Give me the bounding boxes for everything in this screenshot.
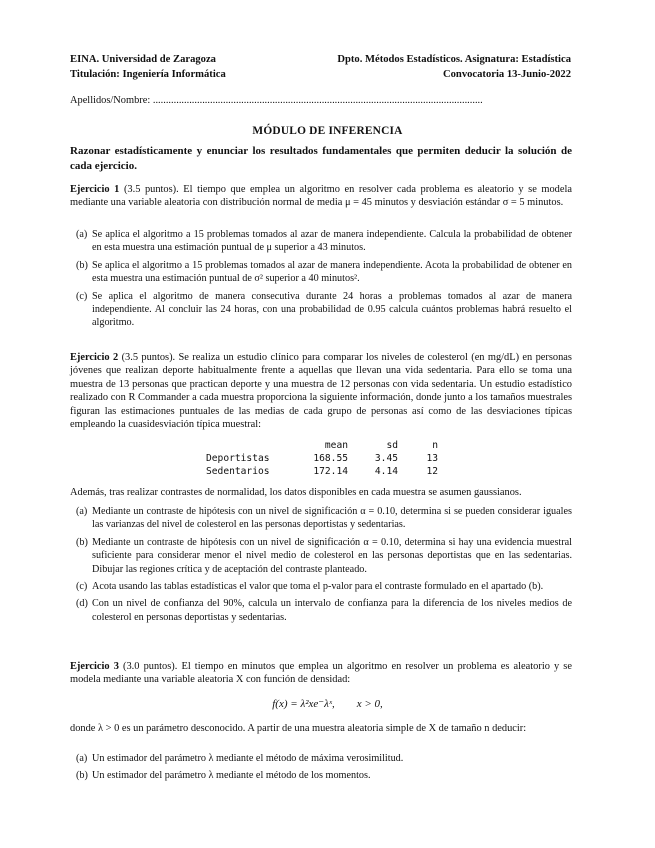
list-item: (a) Un estimador del parámetro λ mediante el método de máxima verosimilitud. [76,753,404,764]
instructions: Razonar estadísticamente y enunciar los resultados fundamentales que permiten deducir la solución de cada ejercicio. [70,145,572,172]
table-row: Deportistas 168.55 3.45 13 [206,453,438,464]
exam-date-line: Convocatoria 13-Junio-2022 [442,69,571,80]
cholesterol-summary-table [206,439,438,478]
normality-note: Además, tras realizar contrastes de normalidad, los datos disponibles en cada muestra se asumen gaussianos. [70,487,522,498]
exercise-2-statement [70,351,572,431]
exercise-1-items [70,228,572,334]
exercise-3-statement [70,660,572,687]
exercise-1-heading: Ejercicio 1 [70,184,120,195]
list-item: (a) Mediante un contraste de hipótesis con un nivel de significación α = 0.10, determina si se pueden considerar iguales las varianzas del nivel de colesterol en las personas deportistas y sedentarias. [76,506,572,531]
density-formula: f(x) = λ²xe⁻λˣ, x > 0, [272,698,383,710]
exercise-2-points: (3.5 puntos). [121,352,176,363]
name-field [70,95,572,106]
list-item: (c) Acota usando las tablas estadísticas el valor que toma el p-valor para el contraste formulado en el apartado (b). [76,581,544,593]
name-dots: ............................................................................................................................... [152,95,483,106]
exercise-1-points: (3.5 puntos). [123,184,179,195]
exercise-1-statement [70,183,572,210]
exercise-2-heading: Ejercicio 2 [70,352,119,363]
header-left [70,52,226,82]
list-item: (b) Un estimador del parámetro λ mediante el método de los momentos. [76,770,371,782]
module-title: MÓDULO DE INFERENCIA [252,125,403,137]
degree-line: Titulación: Ingeniería Informática [70,69,226,80]
name-label: Apellidos/Nombre: [70,95,151,106]
exercise-3-points: (3.0 puntos). [123,661,178,672]
department-line: Dpto. Métodos Estadísticos. Asignatura: Estadística [337,54,571,65]
exercise-3-items [70,752,572,787]
parameter-note: donde λ > 0 es un parámetro desconocido. A partir de una muestra aleatoria simple de X de tamaño n deducir: [70,723,527,734]
exercise-3-heading: Ejercicio 3 [70,661,119,672]
list-item: (b) Se aplica el algoritmo a 15 problemas tomados al azar de manera independiente. Acota la probabilidad de obtener en esta muestra una estimación puntual de σ² superior a 40 minutos². [76,259,572,285]
list-item: (b) Mediante un contraste de hipótesis con un nivel de significación α = 0.10, determina si hay una evidencia muestral suficiente para considerar menor el nivel medio de colesterol en las personas deportistas que en las sedentarias. Dibujar las regiones crítica y de aceptación del contraste planteado. [76,536,572,575]
header-right [337,52,571,82]
list-item: (a) Se aplica el algoritmo a 15 problemas tomados al azar de manera independiente. Calcula la probabilidad de obtener en esta muestra una estimación puntual de μ superior a 43 minutos. [76,229,572,254]
table-row: Sedentarios 172.14 4.14 12 [206,466,438,477]
university-line: EINA. Universidad de Zaragoza [70,54,216,65]
exercise-3-text: El tiempo en minutos que emplea un algoritmo en resolver un problema es aleatorio y se modela mediante una variable aleatoria X con función de densidad: [70,661,572,686]
list-item: (d) Con un nivel de confianza del 90%, calcula un intervalo de confianza para la diferencia de los niveles medios de colesterol en personas deportistas y sedentarias. [76,598,572,623]
list-item: (c) Se aplica el algoritmo de manera consecutiva durante 24 horas a problemas tomados al azar de manera independiente. Al concluir las 24 horas, con una probabilidad de 0.95 calcula cuántos problemas habrá resuelto el algoritmo. [76,290,572,329]
exercise-2-text: Se realiza un estudio clínico para comparar los niveles de colesterol (en mg/dL) en personas jóvenes que realizan deporte habitualmente frente a aquellas que llevan una vida sedentaria. Para ello se toma una muestra de 13 personas que practican deporte y una muestra de 12 personas con vida sedentaria. Un estudio estadístico realizado con R Commander a cada muestra proporciona la siguiente información, donde junto a los tamaños muestrales figuran las estimaciones puntuales de las medias de cada grupo de personas así como de las desviaciones típicas empleando la cuasidesviación típica muestral: [70,352,572,431]
exercise-2-items [70,505,572,628]
exercise-1-text: El tiempo que emplea un algoritmo en resolver cada problema es aleatorio y se modela mediante una variable aleatoria con distribución normal de media μ = 45 minutos y desviación estándar σ = 5 minutos. [70,184,572,209]
table-header-row: mean sd n [324,440,438,451]
